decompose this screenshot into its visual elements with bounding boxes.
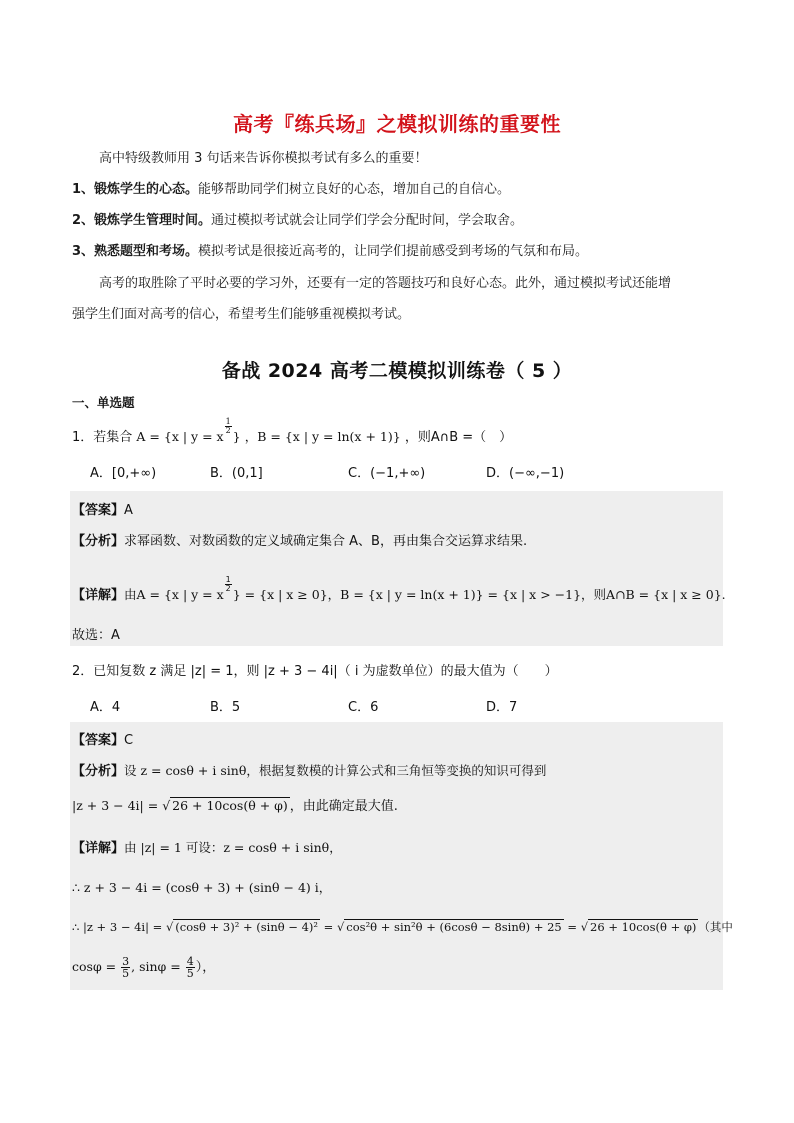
intro-point-2 bbox=[72, 209, 523, 228]
q1-stem-suffix: ，则A∩B =（ ） bbox=[404, 430, 513, 445]
intro-point-3 bbox=[72, 240, 588, 259]
intro-point-2-head: 2、锻炼学生管理时间。 bbox=[72, 213, 212, 228]
q2-option-c: C．6 bbox=[348, 700, 379, 715]
q1-solution-box bbox=[70, 491, 723, 646]
q1-detail bbox=[72, 576, 726, 603]
q2-detail-sqrt-1: √ (cosθ + 3)² + (sinθ − 4)² bbox=[165, 920, 319, 934]
q1-answer-label: 【答案】 bbox=[72, 503, 125, 518]
intro-point-1-head: 1、锻炼学生的心态。 bbox=[72, 182, 199, 197]
q2-detail-radicand-1: (cosθ + 3)² + (sinθ − 4)² bbox=[175, 920, 319, 934]
intro-point-3-head: 3、熟悉题型和考场。 bbox=[72, 244, 199, 259]
q2-detail-c1: ∴ |z + 3 − 4i| = bbox=[72, 920, 166, 934]
q2-detail-radicand-3: 26 + 10cos(θ + φ) bbox=[590, 920, 697, 934]
q2-detail-a: 由 |z| = 1 可设：z = cosθ + i sinθ， bbox=[124, 840, 342, 855]
q2-option-d: D．7 bbox=[486, 700, 518, 715]
q1-exp-num: 1 bbox=[225, 417, 231, 426]
question-2-stem: 2．已知复数 z 满足 |z| = 1，则 |z + 3 − 4i|（ i 为虚数单位）的最大值为（ ） bbox=[72, 664, 558, 679]
q2-analysis-b2: ，由此确定最大值. bbox=[289, 799, 398, 814]
q1-stem-prefix: 1．若集合 bbox=[72, 430, 133, 445]
intro-point-1 bbox=[72, 178, 510, 197]
q2-detail-line-4 bbox=[72, 956, 215, 979]
q1-conclusion: 故选：A bbox=[72, 628, 120, 643]
exam-title: 备战 2024 高考二模模拟训练卷（ 5 ） bbox=[221, 360, 573, 382]
q1-detail-label: 【详解】 bbox=[72, 588, 125, 603]
q1-detail-a: 由A = {x | y = x bbox=[124, 587, 224, 602]
q2-frac-sin-den: 5 bbox=[186, 967, 194, 980]
q2-analysis-b1: |z + 3 − 4i| = bbox=[72, 798, 163, 813]
q1-analysis-text: 求幂函数、对数函数的定义域确定集合 A、B，再由集合交运算求结果. bbox=[124, 534, 528, 549]
q2-detail-label: 【详解】 bbox=[72, 841, 125, 856]
q1-option-c: C．(−1,+∞) bbox=[348, 466, 426, 481]
q2-frac-cos-den: 5 bbox=[122, 967, 130, 980]
q1-detail-b: } = {x | x ≥ 0}，B = {x | y = ln(x + 1)} = {x | x > −1}，则A∩B = {x | x ≥ 0}. bbox=[232, 587, 726, 602]
intro-lead: 高中特级教师用 3 句话来告诉你模拟考试有多么的重要！ bbox=[99, 151, 428, 166]
q2-detail-eq-1: = bbox=[320, 920, 337, 934]
q2-detail-sqrt-2: √ cos²θ + sin²θ + (6cosθ − 8sinθ) + 25 bbox=[336, 920, 562, 934]
q1-set-a-end: } bbox=[232, 429, 241, 444]
q1-set-b: ，B = {x | y = ln(x + 1)} bbox=[244, 429, 401, 444]
q2-detail-eq-2: = bbox=[563, 920, 581, 934]
intro-point-1-text: 能够帮助同学们树立良好的心态，增加自己的自信心。 bbox=[198, 182, 511, 197]
q1-option-d: D．(−∞,−1) bbox=[486, 466, 565, 481]
intro-point-3-text: 模拟考试是很接近高考的，让同学们提前感受到考场的气氛和布局。 bbox=[198, 244, 589, 259]
q2-option-a: A．4 bbox=[90, 700, 121, 715]
q2-detail-d2: , sinφ = bbox=[131, 959, 185, 974]
q2-analysis-label: 【分析】 bbox=[72, 764, 125, 779]
q2-detail bbox=[72, 837, 342, 856]
q1-option-b: B．(0,1] bbox=[210, 466, 263, 481]
q1-answer bbox=[72, 499, 133, 518]
page-title: 高考『练兵场』之模拟训练的重要性 bbox=[233, 112, 561, 136]
q1-detail-exponent bbox=[225, 576, 232, 593]
q2-frac-cos-num: 3 bbox=[122, 955, 130, 968]
q2-answer-label: 【答案】 bbox=[72, 733, 125, 748]
q2-detail-tail: （其中 bbox=[698, 920, 733, 934]
q2-detail-line-2: ∴ z + 3 − 4i = (cosθ + 3) + (sinθ − 4) i， bbox=[72, 880, 332, 895]
q1-option-a: A．[0,+∞) bbox=[90, 466, 157, 481]
q2-analysis-a: 设 z = cosθ + i sinθ，根据复数模的计算公式和三角恒等变换的知识可得到 bbox=[124, 763, 547, 778]
q1-exponent bbox=[225, 418, 232, 435]
intro-closing-2: 强学生们面对高考的信心，希望考生们能够重视模拟考试。 bbox=[72, 307, 411, 322]
q1-detail-exp-den: 2 bbox=[225, 584, 231, 593]
question-1-stem bbox=[72, 418, 512, 445]
q2-analysis bbox=[72, 760, 546, 779]
q2-frac-sin-num: 4 bbox=[186, 955, 194, 968]
q2-answer-value: C bbox=[124, 733, 134, 748]
q1-set-a-text: A = {x | y = x bbox=[136, 429, 224, 444]
q2-frac-sin bbox=[186, 956, 195, 979]
q2-detail-line-3 bbox=[72, 919, 733, 935]
q2-detail-d1: cosφ = bbox=[72, 959, 121, 974]
q1-analysis bbox=[72, 530, 527, 549]
q1-answer-value: A bbox=[124, 503, 133, 518]
q2-answer bbox=[72, 729, 133, 748]
q2-analysis-radicand: 26 + 10cos(θ + φ) bbox=[172, 798, 288, 813]
q2-detail-radicand-2: cos²θ + sin²θ + (6cosθ − 8sinθ) + 25 bbox=[346, 920, 562, 934]
q2-analysis-line-2 bbox=[72, 795, 398, 814]
q1-detail-exp-num: 1 bbox=[225, 575, 231, 584]
section-heading: 一、单选题 bbox=[72, 395, 135, 410]
intro-point-2-text: 通过模拟考试就会让同学们学会分配时间，学会取舍。 bbox=[211, 213, 524, 228]
q2-detail-d3: ）， bbox=[195, 960, 216, 975]
q1-analysis-label: 【分析】 bbox=[72, 534, 125, 549]
q2-detail-sqrt-3: √ 26 + 10cos(θ + φ) bbox=[580, 920, 697, 934]
q1-set-a bbox=[136, 417, 241, 444]
q2-analysis-sqrt: √ 26 + 10cos(θ + φ) bbox=[162, 798, 288, 813]
q2-option-b: B．5 bbox=[210, 700, 241, 715]
intro-closing-1: 高考的取胜除了平时必要的学习外，还要有一定的答题技巧和良好心态。此外，通过模拟考试还能增 bbox=[99, 276, 672, 291]
q1-exp-den: 2 bbox=[225, 426, 231, 435]
q2-frac-cos bbox=[121, 956, 130, 979]
